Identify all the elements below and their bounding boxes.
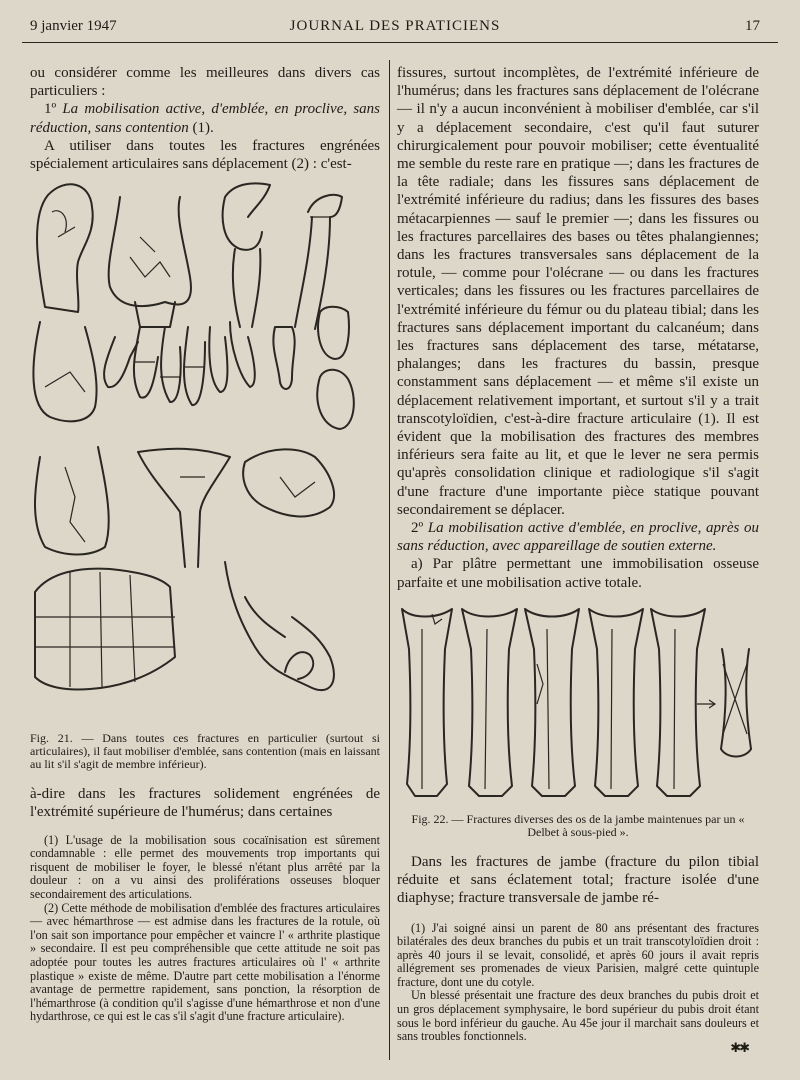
figure-22 (397, 604, 759, 839)
figure-21 (30, 177, 380, 771)
paragraph-jambe: Dans les fractures de jambe (fracture du pilon tibial réduite et sans éclatement total; fracture isolée d'une diaphyse; fracture transversale de jambe ré- (397, 853, 759, 907)
point-1-heading (30, 100, 380, 136)
left-footnote-2: (2) Cette méthode de mobilisation d'emblée des fractures articulaires — avec hémarthrose — est admise dans les fractures de la rotule, où l'on sait son importance pour empêcher et vaincre l' « arthrite plastique » secondaire. Il est peu compréhensible que cette attitude ne soit pas adoptée pour toutes les autres fractures articulaires où l' « arthrite plastique » existe de même. D'autre part cette mobilisation a l'énorme avantage de permettre rapidement, sans ponction, la résorption de l'hémarthrose (à condition qu'il s'agisse d'une hémarthrose et non d'une hydarthrose, ce qui est le cas s'il s'agit d'une fracture articulaire). (30, 900, 380, 1024)
hand-phalanges-sketch (104, 322, 255, 405)
right-footnote-1: (1) J'ai soigné ainsi un parent de 80 ans présentant des fractures bilatérales des deux branches du pubis et un trait transcotyloïdien droit : après 40 jours il se levait, consolidé, et après 60 jours il avait repris allégrement ses promenades de vieux Parisien, malgré cette quintuple fracture, dont une du cotyle. (397, 920, 759, 989)
header-rule (22, 42, 778, 43)
elbow-sketch (223, 184, 270, 328)
delbet-cast-detail (697, 649, 751, 757)
radius-sketch (295, 195, 342, 329)
right-column (397, 64, 759, 1044)
figure-22-text: — Fractures diverses des os de la jambe maintenues par un « Delbet à sous-pied ». (448, 811, 745, 839)
point-1-number: 1º (44, 101, 63, 118)
figure-21-text: — Dans toutes ces fractures en particulier (surtout si articulaires), il faut mobiliser d'emblée, sans contention (mais en laissant au lit s'il s'agit de membre inférieur). (30, 731, 380, 772)
paragraph-utiliser: A utiliser dans toutes les fractures engrénées spécialement articulaires sans déplacement (2) : c'est- (30, 137, 380, 173)
pelvis-sketch (225, 562, 334, 690)
figure-22-label: Fig. 22. (411, 811, 449, 826)
left-footnote-1: (1) L'usage de la mobilisation sous cocaïnisation est sûrement condamnable : elle permet des mouvements trop importants qui risquent de mobiliser le foyer, le blessé n'étant plus arrêté par la douleur : on a vu ainsi des proliférations osseuses bloquer secondairement des articulations. (30, 832, 380, 901)
figure-22-drawing (397, 604, 759, 804)
figure-21-drawing (30, 177, 380, 725)
calcaneum-sketch (243, 450, 334, 517)
paragraph-a-dire: à-dire dans les fractures solidement engrénées de l'extrémité supérieure de l'humérus; dans certaines (30, 786, 380, 821)
phalanx-sketch (273, 327, 294, 389)
column-rule (389, 60, 390, 1060)
leg-cast-5 (651, 609, 705, 796)
page-ornament: ✱✱ (730, 1040, 748, 1055)
point-2-number: 2º (411, 520, 428, 537)
point-1-title: La mobilisation active, d'emblée, en proclive, sans réduction, sans contention (30, 101, 380, 136)
page-number: 17 (745, 18, 760, 34)
figure-22-caption (397, 813, 759, 839)
patella-sketch (317, 307, 354, 429)
tibial-plateau-sketch (138, 449, 230, 567)
right-footnote-2: Un blessé présentait une fracture des deux branches du pubis droit et un gros déplacement symphysaire, le bord supérieur du pubis droit étant sous le bord inférieur du gauche. Au 45e jour il marchait sans douleurs et sans troubles fonctionnels. (397, 988, 759, 1044)
paragraph-fissures: fissures, surtout incomplètes, de l'extrémité inférieure de l'humérus; dans les fractures sans déplacement de l'olécrane — il n'y a aucun inconvénient à mobiliser d'emblée, car s'il y a déplacement secondaire, c'est qu'il faut suturer chirurgicalement pour pouvoir mobiliser; cette éventualité me semble du reste rare en pratique —; dans les fractures de la tête radiale; dans les fissures sans déplacement de l'extrémité inférieure du radius; dans les fissures des bases métacarpiennes — sauf le premier —; dans les fissures ou les fractures parcellaires des bases ou têtes phalangiennes; dans les fractures transversales sans déplacement de la rotule, — comme pour l'olécrane — ou dans les fractures verticales; dans les fissures ou les fractures parcellaires de l'extrémité inférieure du fémur ou du plateau tibial; dans les fractures sans déplacement important du calcanéum; dans les fractures sans déplacement des tarse, métatarse, phalanges; dans les fractures du bassin, presque constamment sans déplacement — et même s'il existe un déplacement relativement important, et surtout s'il y a trait transcotyloïdien, c'est-à-dire fracture articulaire (1). Il est évident que la mobilisation des fractures des membres inférieurs sera faite au lit, et que le lever ne sera permis qu'après consolidation clinique et radiologique s'il s'agit d'une fracture d'une importante pièce statique pouvant secondairement se déplacer. (397, 65, 759, 518)
humerus-head-sketch (37, 184, 93, 312)
header-date: 9 janvier 1947 (30, 18, 117, 34)
leg-cast-2 (462, 609, 517, 796)
leg-cast-1 (402, 609, 452, 796)
femur-distal-sketch (35, 447, 109, 555)
wrist-sketch (33, 322, 96, 421)
intro-paragraph: ou considérer comme les meilleures dans divers cas particuliers : (30, 65, 380, 100)
figure-21-label: Fig. 21. (30, 731, 73, 746)
point-2-heading (397, 519, 759, 555)
knee-fracture-sketch (109, 197, 191, 327)
left-column (30, 64, 380, 1024)
point-a-paragraph: a) Par plâtre permettant une immobilisation osseuse parfaite et une mobilisation active totale. (397, 556, 759, 591)
point-1-note: (1). (188, 119, 214, 136)
point-2-title: La mobilisation active d'emblée, en proclive, après ou sans réduction, avec appareillage de soutien externe. (397, 520, 760, 555)
running-header (30, 16, 760, 40)
leg-cast-4 (589, 609, 643, 796)
journal-title: JOURNAL DES PRATICIENS (289, 18, 501, 34)
figure-21-caption (30, 732, 380, 771)
leg-cast-3 (525, 609, 579, 796)
tarsus-metatarsus-sketch (35, 569, 175, 690)
